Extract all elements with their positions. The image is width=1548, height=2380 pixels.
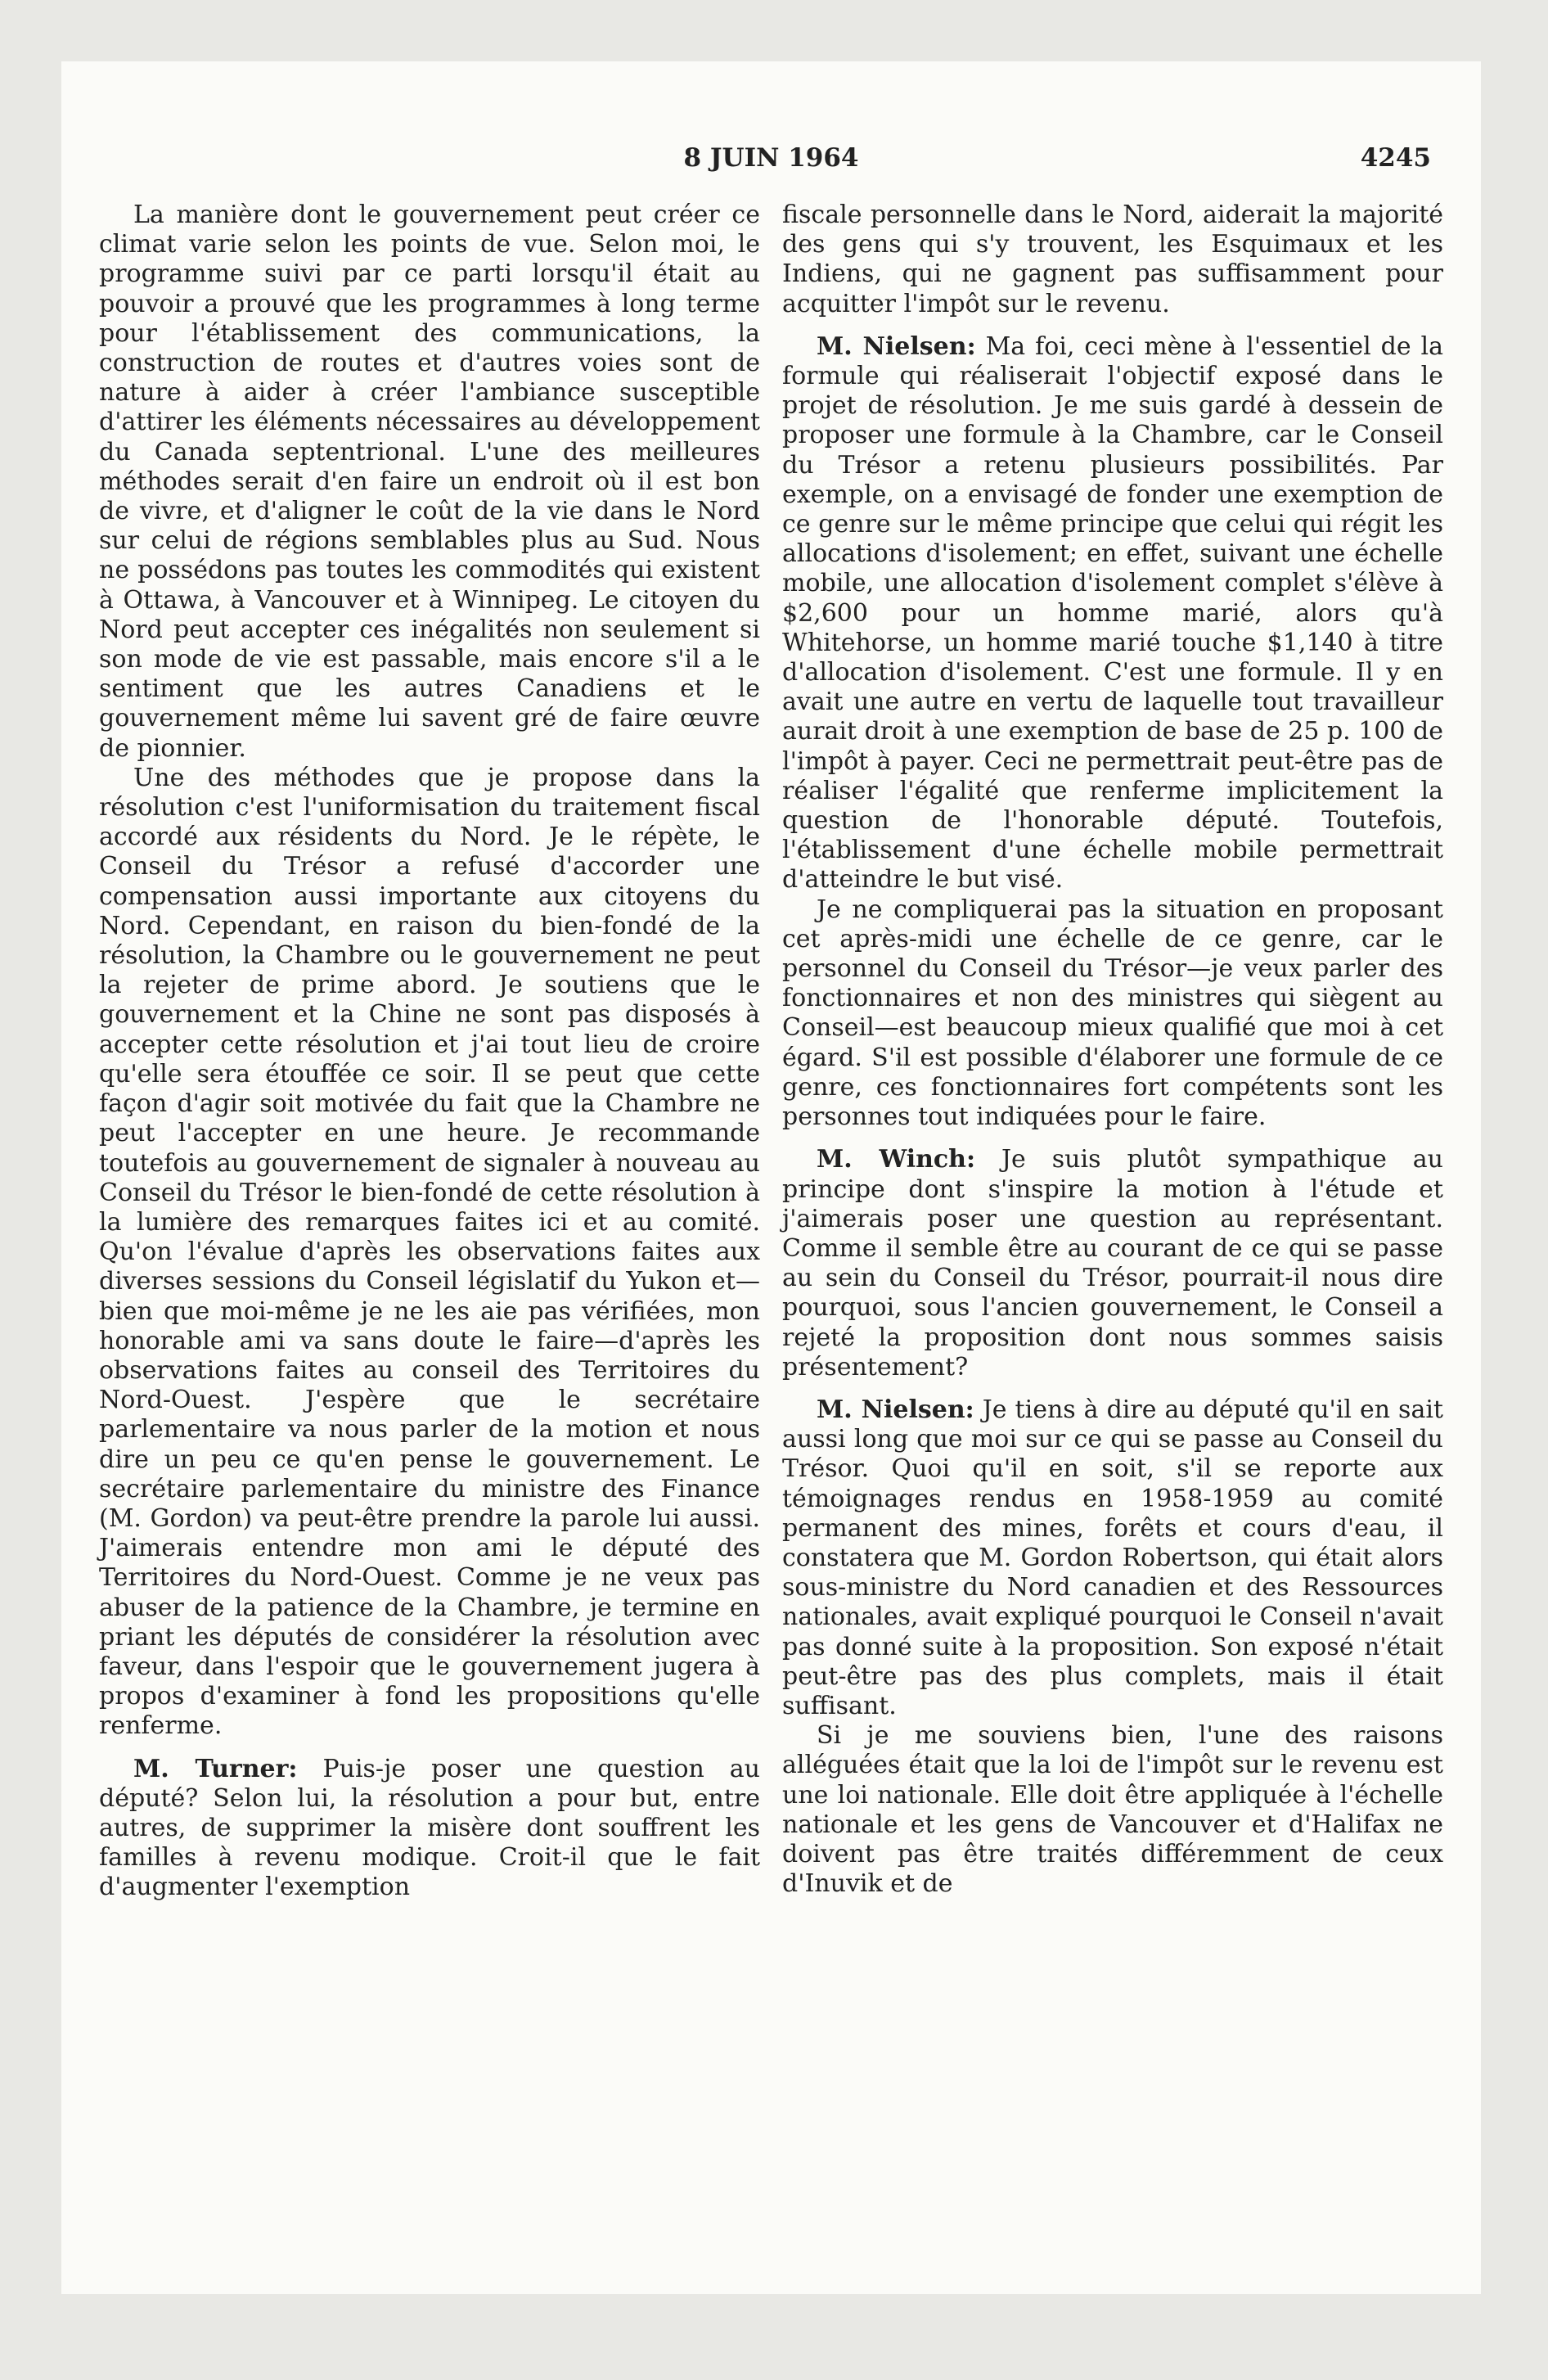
paragraph: Si je me souviens bien, l'une des raisons alléguées était que la loi de l'impôt sur le revenu est une loi nationale. Elle doit être appliquée à l'échelle nationale et les gens de Vancouver et d'Halifax ne doivent pas être traités différemment de ceux d'Inuvik et de [782, 1721, 1443, 1899]
paragraph: M. Nielsen: Je tiens à dire au député qu'il en sait aussi long que moi sur ce qui se passe au Conseil du Trésor. Quoi qu'il en soit, s'il se reporte aux témoignages rendus en 1958-1959 au comité permanent des mines, forêts et cours d'eau, il constatera que M. Gordon Robertson, qui était alors sous-ministre du Nord canadien et des Ressources nationales, avait expliqué pourquoi le Conseil n'avait pas donné suite à la proposition. Son exposé n'était peut-être pas des plus complets, mais il était suffisant. [782, 1395, 1443, 1720]
paragraph: M. Turner: Puis-je poser une question au député? Selon lui, la résolution a pour but, entre autres, de supprimer la misère dont souffrent les familles à revenu modique. Croit-il que le fait d'augmenter l'exemption [99, 1754, 760, 1902]
right-column [782, 201, 1443, 1899]
paragraph: M. Winch: Je suis plutôt sympathique au principe dont s'inspire la motion à l'étude et j'aimerais poser une question au représentant. Comme il semble être au courant de ce qui se passe au sein du Conseil du Trésor, pourrait-il nous dire pourquoi, sous l'ancien gouvernement, le Conseil a rejeté la proposition dont nous sommes saisis présentement? [782, 1145, 1444, 1382]
paragraph: Une des méthodes que je propose dans la résolution c'est l'uniformisation du traitement fiscal accordé aux résidents du Nord. Je le répète, le Conseil du Trésor a refusé d'accorder une compensation aussi importante aux citoyens du Nord. Cependant, en raison du bien-fondé de la résolution, la Chambre ou le gouvernement ne peut la rejeter de prime abord. Je soutiens que le gouvernement et la Chine ne sont pas disposés à accepter cette résolution et j'ai tout lieu de croire qu'elle sera étouffée ce soir. Il se peut que cette façon d'agir soit motivée du fait que la Chambre ne peut l'accepter en une heure. Je recommande toutefois au gouvernement de signaler à nouveau au Conseil du Trésor le bien-fondé de cette résolution à la lumière des remarques faites ici et au comité. Qu'on l'évalue d'après les observations faites aux diverses sessions du Conseil législatif du Yukon et—bien que moi-même je ne les aie pas vérifiées, mon honorable ami va sans doute le faire—d'après les observations faites au conseil des Territoires du Nord-Ouest. J'espère que le secrétaire parlementaire va nous parler de la motion et nous dire un peu ce qu'en pense le gouvernement. Le secrétaire parlementaire du ministre des Finance (M. Gordon) va peut-être prendre la parole lui aussi. J'aimerais entendre mon ami le député des Territoires du Nord-Ouest. Comme je ne veux pas abuser de la patience de la Chambre, je termine en priant les députés de considérer la résolution avec faveur, dans l'espoir que le gouvernement jugera à propos d'examiner à fond les propositions qu'elle renferme. [99, 763, 760, 1741]
speaker-name: M. Nielsen: [817, 331, 976, 361]
document-page [61, 61, 1481, 2294]
paragraph: M. Nielsen: Ma foi, ceci mène à l'essentiel de la formule qui réaliserait l'objectif exposé dans le projet de résolution. Je me suis gardé à dessein de proposer une formule à la Chambre, car le Conseil du Trésor a retenu plusieurs possibilités. Par exemple, on a envisagé de fonder une exemption de ce genre sur le même principe que celui qui régit les allocations d'isolement; en effet, suivant une échelle mobile, une allocation d'isolement complet s'élève à $2,600 pour un homme marié, alors qu'à Whitehorse, un homme marié touche $1,140 à titre d'allocation d'isolement. C'est une formule. Il y en avait une autre en vertu de laquelle tout travailleur aurait droit à une exemption de base de 25 p. 100 de l'impôt à payer. Ceci ne permettrait peut-être pas de réaliser l'égalité que renferme implicitement la question de l'honorable député. Toutefois, l'établissement d'une échelle mobile permettrait d'atteindre le but visé. [782, 331, 1443, 895]
speaker-name: M. Nielsen: [817, 1395, 974, 1424]
paragraph: La manière dont le gouvernement peut créer ce climat varie selon les points de vue. Selon moi, le programme suivi par ce parti lorsqu'il était au pouvoir a prouvé que les programmes à long terme pour l'établissement des communications, la construction de routes et d'autres voies sont de nature à aider à créer l'ambiance susceptible d'attirer les éléments nécessaires au développement du Canada septentrional. L'une des meilleures méthodes serait d'en faire un endroit où il est bon de vivre, et d'aligner le coût de la vie dans le Nord sur celui de régions semblables plus au Sud. Nous ne possédons pas toutes les commodités qui existent à Ottawa, à Vancouver et à Winnipeg. Le citoyen du Nord peut accepter ces inégalités non seulement si son mode de vie est passable, mais encore s'il a le sentiment que les autres Canadiens et le gouvernement même lui savent gré de faire œuvre de pionnier. [99, 201, 760, 763]
speaker-name: M. Turner: [133, 1754, 298, 1783]
header-date: 8 JUIN 1964 [683, 143, 859, 173]
speaker-name: M. Winch: [817, 1145, 976, 1174]
paragraph: Je ne compliquerai pas la situation en proposant cet après-midi une échelle de ce genre, car le personnel du Conseil du Trésor—je veux parler des fonctionnaires et non des ministres qui siègent au Conseil—est beaucoup mieux qualifié que moi à cet égard. S'il est possible d'élaborer une formule de ce genre, ces fonctionnaires fort compétents sont les personnes tout indiquées pour le faire. [782, 895, 1443, 1132]
page-number: 4245 [1360, 143, 1431, 173]
paragraph: fiscale personnelle dans le Nord, aiderait la majorité des gens qui s'y trouvent, les Esquimaux et les Indiens, qui ne gagnent pas suffisamment pour acquitter l'impôt sur le revenu. [782, 201, 1443, 318]
page-header [61, 143, 1481, 184]
left-column [99, 201, 760, 1903]
